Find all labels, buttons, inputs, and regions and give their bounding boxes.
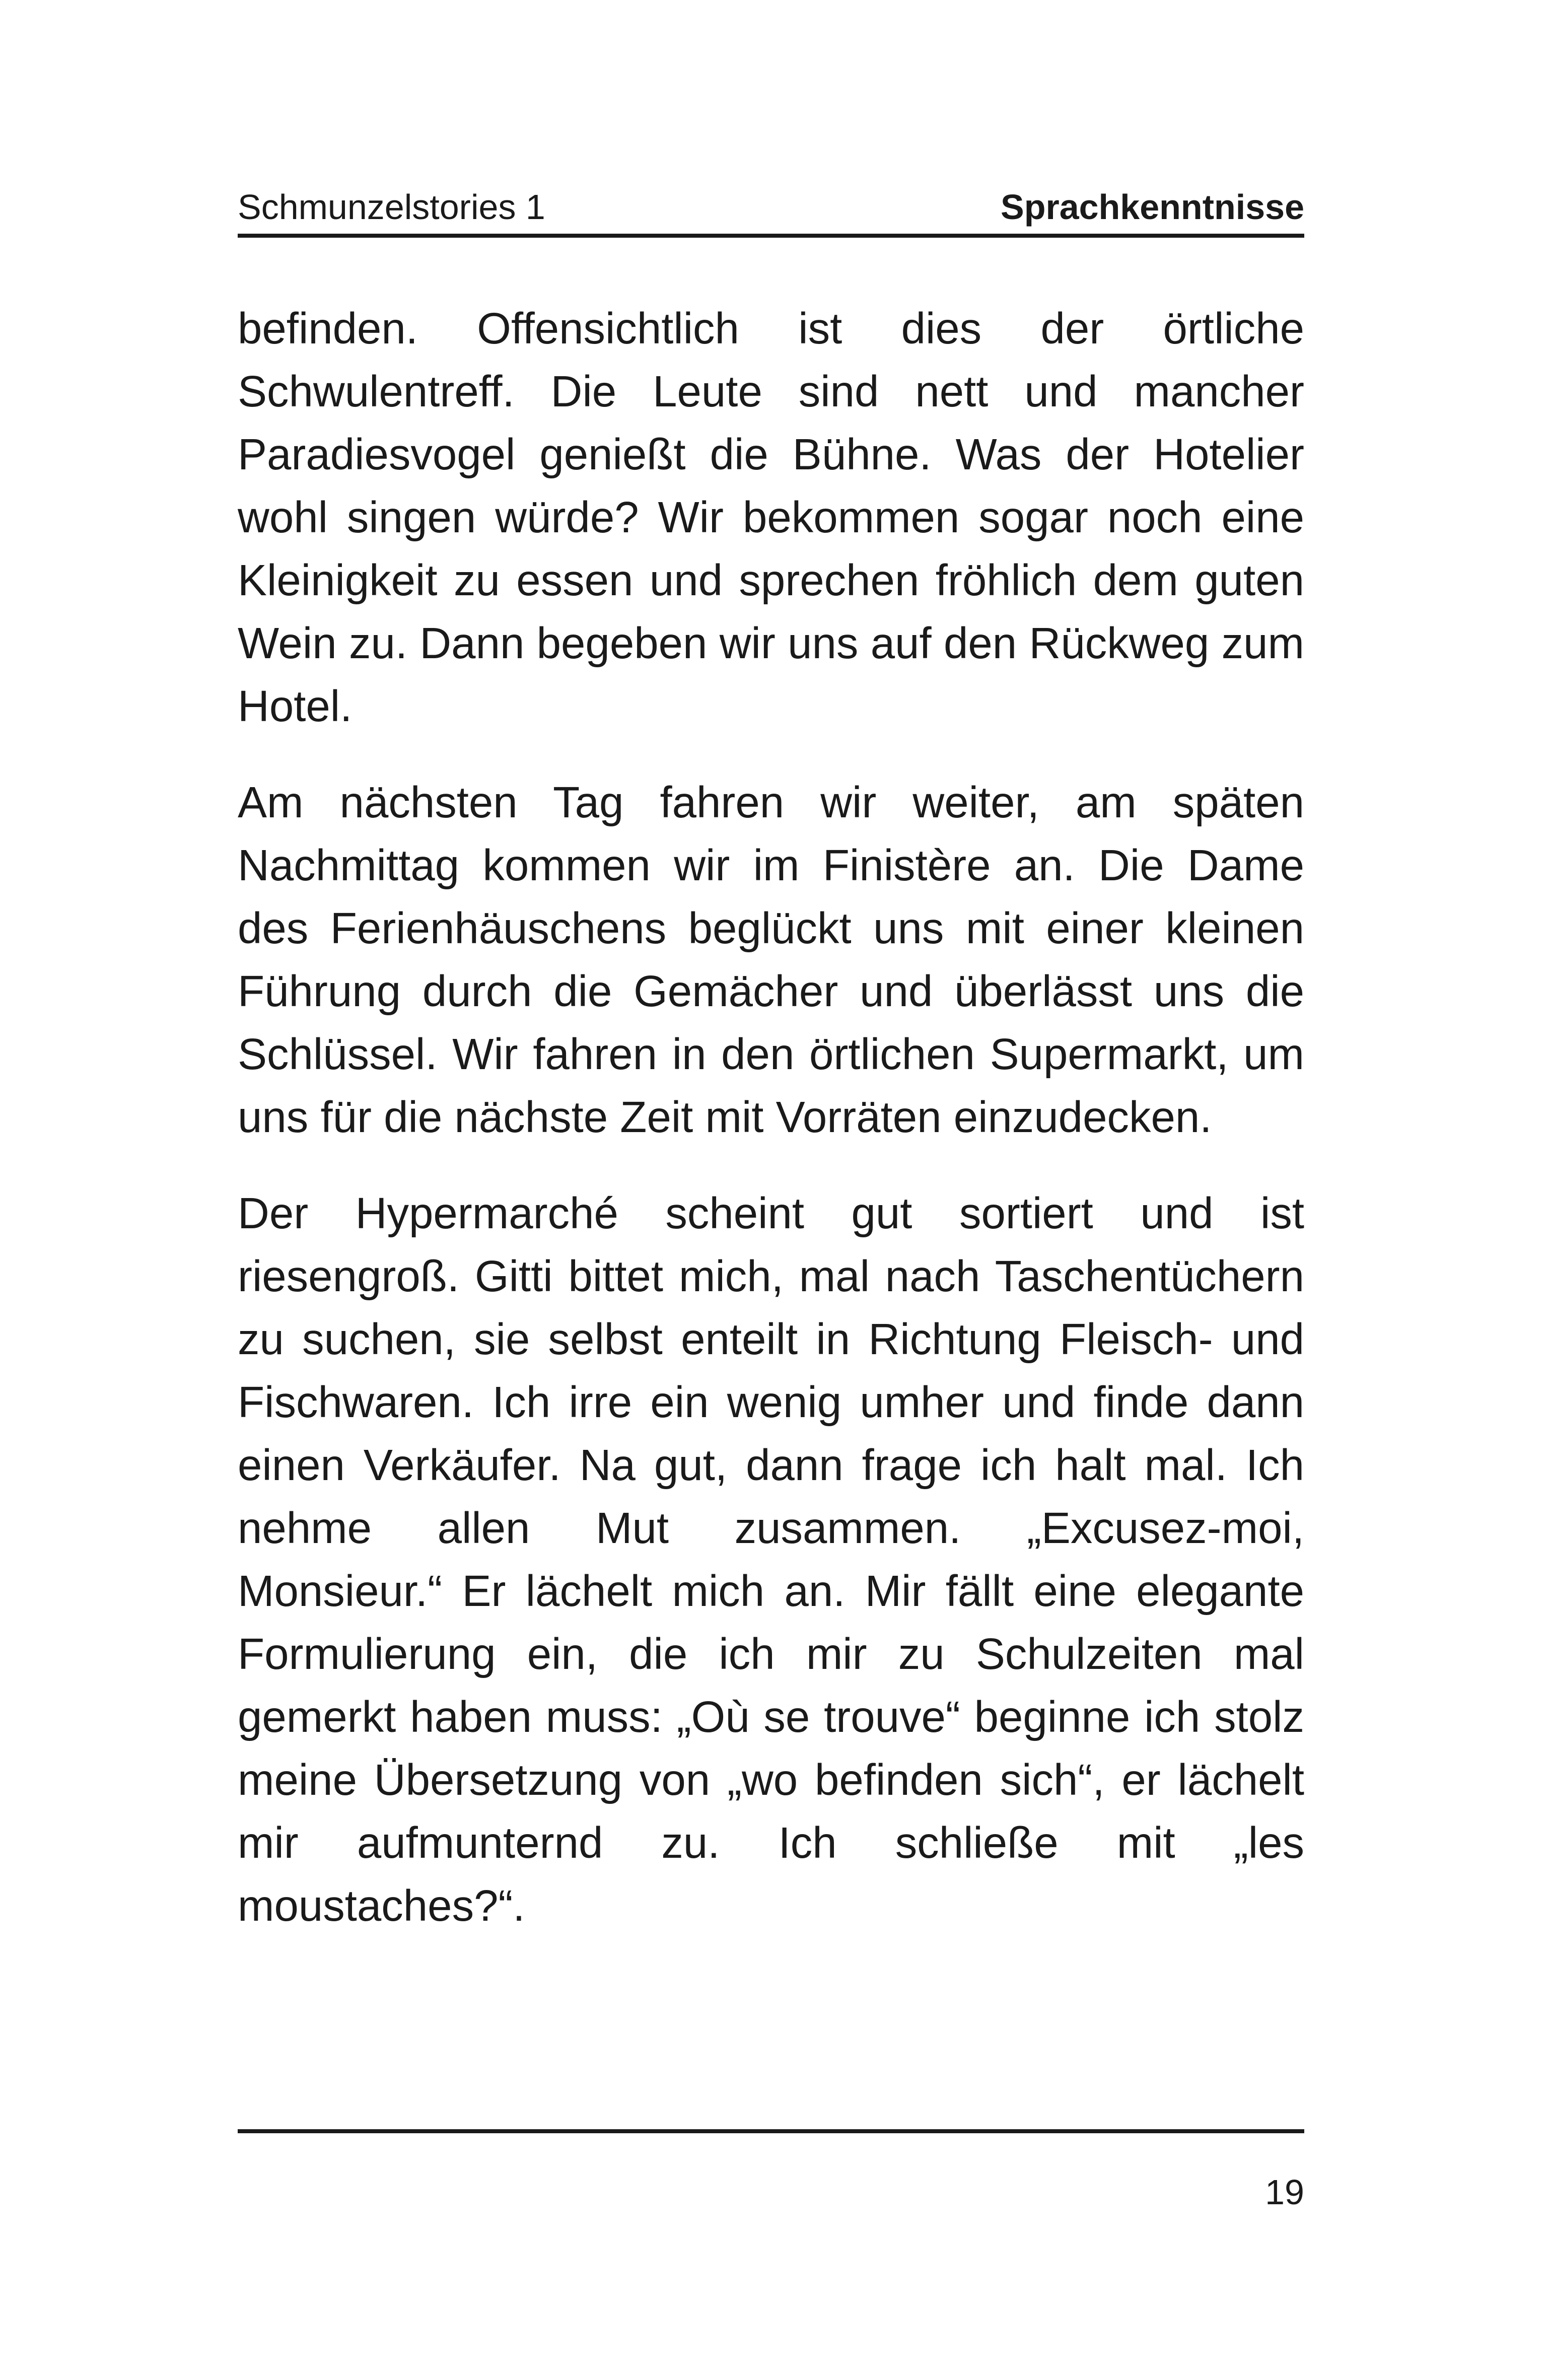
book-title: Schmunzelstories 1 — [238, 187, 545, 227]
header-divider — [238, 234, 1304, 238]
paragraph: Der Hypermarché scheint gut sortiert und ist riesengroß. Gitti bittet mich, mal nach Taschentüchern zu suchen, sie selbst enteilt in Richtung Fleisch- und Fischwaren. Ich irre ein wenig umher und finde dann einen Verkäufer. Na gut, dann frage ich halt mal. Ich nehme allen Mut zusammen. „Excusez-moi, Monsieur.“ Er lächelt mich an. Mir fällt eine elegante Formulierung ein, die ich mir zu Schulzeiten mal gemerkt haben muss: „Où se trouve“ beginne ich stolz meine Übersetzung von „wo befinden sich“, er lächelt mir aufmunternd zu. Ich schließe mit „les moustaches?“. — [238, 1189, 1304, 1930]
paragraph: Am nächsten Tag fahren wir weiter, am späten Nachmittag kommen wir im Finistère an. Die Dame des Ferienhäuschens beglückt uns mit einer kleinen Führung durch die Gemächer und überlässt uns die Schlüssel. Wir fahren in den örtlichen Supermarkt, um uns für die nächste Zeit mit Vorräten einzudecken. — [238, 778, 1304, 1142]
body-text — [238, 297, 1304, 1937]
chapter-title: Sprachkenntnisse — [1001, 187, 1304, 227]
footer-divider — [238, 2129, 1304, 2133]
page-number: 19 — [1265, 2173, 1304, 2212]
running-header — [238, 176, 1304, 225]
paragraph: befinden. Offensichtlich ist dies der örtliche Schwulentreff. Die Leute sind nett und mancher Paradiesvogel genießt die Bühne. Was der Hotelier wohl singen würde? Wir bekommen sogar noch eine Kleinigkeit zu essen und sprechen fröhlich dem guten Wein zu. Dann begeben wir uns auf den Rückweg zum Hotel. — [238, 304, 1304, 731]
